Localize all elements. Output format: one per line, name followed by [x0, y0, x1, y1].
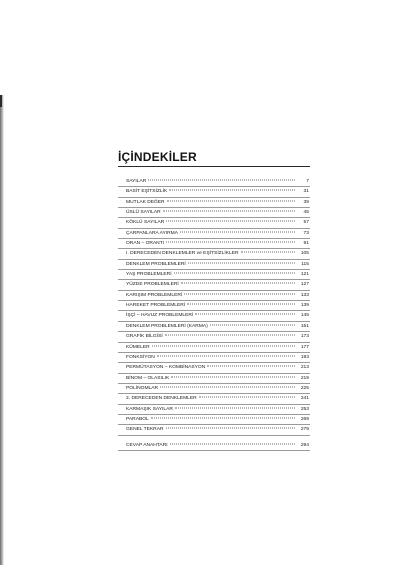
toc-entry-label: BASİT EŞİTSİZLİK	[126, 189, 168, 195]
toc-entry-label: GENEL TEKRAR	[126, 427, 164, 433]
toc-entry-page-number: 57	[303, 220, 309, 226]
toc-dot-leader	[165, 335, 295, 336]
toc-entry-page-number: 151	[300, 323, 309, 329]
toc-entry-label: YÜZDE PROBLEMLERİ	[126, 282, 179, 288]
toc-entry-label: ÜSLÜ SAYILAR	[126, 210, 161, 216]
toc-entry-page-number: 294	[300, 442, 309, 448]
toc-entry-label: ORAN – ORANTI	[126, 241, 165, 247]
toc-entry-page-number: 133	[300, 292, 309, 298]
toc-entry-page-number: 279	[300, 427, 309, 433]
toc-entry-label: DENKLEM PROBLEMLERİ (KARMA)	[126, 323, 208, 329]
toc-entry-label: PERMÜTASYON – KOMBİNASYON	[126, 365, 206, 371]
toc-entry	[118, 322, 310, 332]
toc-entry	[118, 394, 310, 404]
toc-dot-leader	[170, 443, 295, 444]
toc-entry-label: HAREKET PROBLEMLERİ	[126, 303, 186, 309]
toc-dot-leader	[188, 262, 295, 263]
toc-entry	[118, 311, 310, 321]
toc-entry-label: 2. DERECEDEN DENKLEMLER	[126, 396, 197, 402]
toc-dot-leader	[195, 314, 295, 315]
toc-entry-page-number: 31	[303, 189, 309, 195]
toc-entry	[118, 301, 310, 311]
toc-entry-label: YAŞ PROBLEMLERİ	[126, 272, 172, 278]
toc-entry	[118, 405, 310, 415]
toc-entry-page-number: 91	[303, 241, 309, 247]
toc-entry	[118, 187, 310, 197]
toc-dot-leader	[181, 283, 295, 284]
toc-entry-page-number: 269	[300, 416, 309, 422]
toc-dot-leader	[167, 200, 295, 201]
toc-entry-page-number: 73	[303, 230, 309, 236]
toc-list	[118, 177, 310, 451]
toc-dot-leader	[199, 397, 295, 398]
toc-entry	[118, 415, 310, 425]
toc-entry-label: BİNOM – OLASILIK	[126, 375, 170, 381]
toc-entry-page-number: 105	[300, 251, 309, 257]
toc-entry-label: ÇARPANLARA AYIRMA	[126, 230, 178, 236]
toc-dot-leader	[160, 386, 295, 387]
toc-entry	[118, 374, 310, 384]
toc-dot-leader	[187, 304, 295, 305]
table-of-contents	[118, 150, 310, 451]
toc-entry	[118, 208, 310, 218]
toc-entry-page-number: 115	[301, 261, 309, 267]
toc-dot-leader	[180, 231, 295, 232]
toc-entry-page-number: 253	[300, 406, 309, 412]
toc-entry-page-number: 241	[300, 396, 309, 402]
toc-entry-label: MUTLAK DEĞER	[126, 199, 165, 205]
toc-entry-page-number: 145	[300, 313, 309, 319]
toc-dot-leader	[152, 345, 295, 346]
toc-entry	[118, 353, 310, 363]
toc-entry-page-number: 39	[303, 199, 309, 205]
toc-entry	[118, 218, 310, 228]
toc-entry	[118, 239, 310, 249]
toc-dot-leader	[207, 366, 295, 367]
toc-entry	[118, 332, 310, 342]
toc-entry-label: I. DERECEDEN DENKLEMLER ve EŞİTSİZLİKLER	[126, 251, 239, 257]
toc-dot-leader	[169, 190, 295, 191]
toc-dot-leader	[174, 273, 295, 274]
toc-entry	[118, 177, 310, 187]
toc-entry-page-number: 7	[306, 179, 309, 184]
toc-dot-leader	[241, 252, 295, 253]
toc-entry	[118, 280, 310, 290]
toc-entry	[118, 343, 310, 353]
toc-entry-page-number: 219	[300, 375, 309, 381]
toc-entry-page-number: 121	[300, 272, 309, 278]
toc-entry-page-number: 139	[300, 303, 309, 309]
toc-dot-leader	[157, 355, 295, 356]
toc-entry	[118, 363, 310, 373]
toc-entry	[118, 441, 310, 451]
toc-dot-leader	[175, 407, 295, 408]
toc-entry-label: CEVAP ANAHTARI	[126, 442, 168, 448]
toc-dot-leader	[166, 221, 295, 222]
toc-entry-label: KARIŞIM PROBLEMLERİ	[126, 292, 183, 298]
toc-entry-page-number: 213	[300, 365, 309, 371]
toc-entry-label: PARABOL	[126, 416, 149, 422]
toc-dot-leader	[151, 417, 295, 418]
toc-entry-label: DENKLEM PROBLEMLERİ	[126, 261, 186, 267]
toc-dot-leader	[166, 242, 295, 243]
toc-entry-label: FONKSİYON	[126, 354, 155, 360]
toc-dot-leader	[148, 180, 295, 181]
toc-entry	[118, 260, 310, 270]
toc-entry-page-number: 127	[300, 282, 309, 288]
toc-entry-label: KÖKLÜ SAYILAR	[126, 220, 165, 226]
toc-dot-leader	[210, 324, 295, 325]
page-edge-mark	[0, 95, 2, 107]
toc-dot-leader	[166, 428, 295, 429]
toc-entry	[118, 249, 310, 259]
toc-entry-page-number: 193	[300, 354, 309, 360]
toc-entry-page-number: 177	[300, 344, 309, 350]
toc-entry-label: GRAFİK BİLGİSİ	[126, 334, 163, 340]
toc-entry-page-number: 225	[300, 385, 309, 391]
toc-entry-label: İŞÇİ – HAVUZ PROBLEMLERİ	[126, 313, 194, 319]
toc-entry-label: POLİNOMLAR	[126, 385, 159, 391]
toc-entry-label: KÜMELER	[126, 344, 150, 350]
toc-entry-page-number: 173	[300, 334, 309, 340]
toc-entry	[118, 198, 310, 208]
toc-title: İÇİNDEKİLER	[118, 150, 310, 167]
toc-entry-label: KARMAŞIK SAYILAR	[126, 406, 173, 412]
page-binding-shadow	[0, 95, 4, 565]
toc-dot-leader	[171, 376, 295, 377]
toc-dot-leader	[163, 211, 295, 212]
toc-entry	[118, 384, 310, 394]
toc-entry	[118, 270, 310, 280]
toc-entry	[118, 425, 310, 435]
toc-entry-page-number: 45	[303, 210, 309, 216]
toc-entry	[118, 229, 310, 239]
toc-entry	[118, 291, 310, 301]
toc-dot-leader	[184, 293, 295, 294]
toc-entry-label: SAYILAR	[126, 179, 147, 184]
